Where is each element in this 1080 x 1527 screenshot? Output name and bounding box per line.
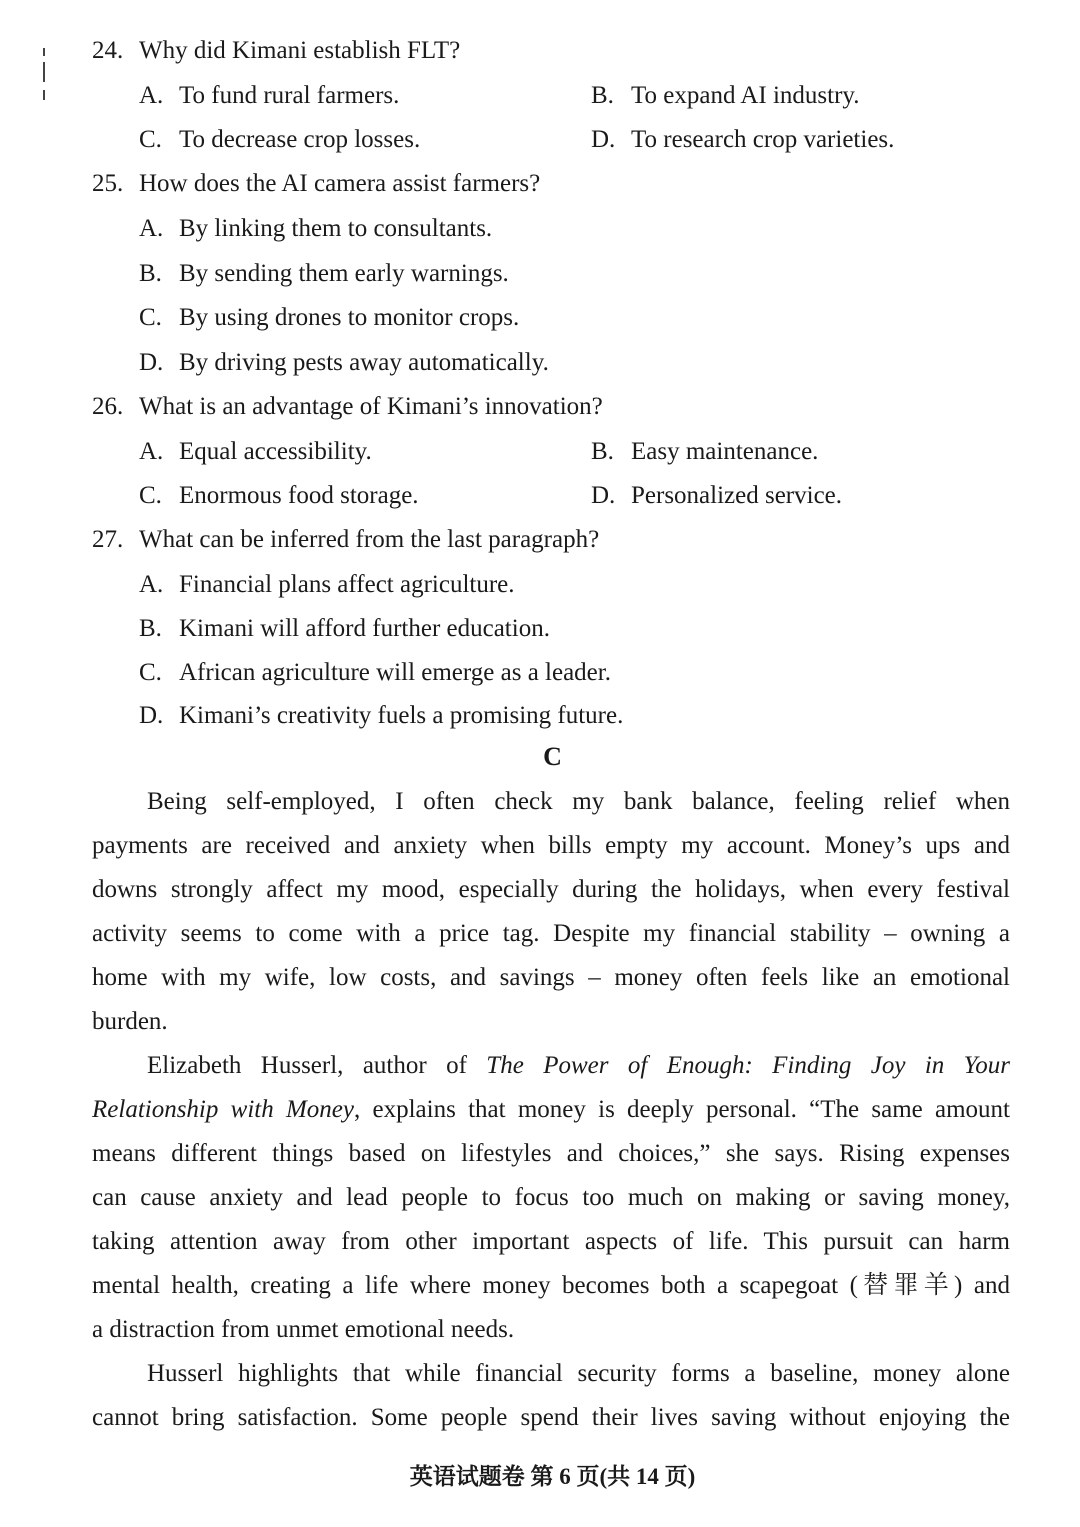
passage-line: activity seems to come with a price tag. Despite my financial stability – owning a [92, 920, 1010, 947]
question-26 [92, 392, 603, 422]
binding-cut-marks [42, 48, 46, 108]
option-24a[interactable] [139, 81, 399, 111]
passage-line [92, 1094, 1010, 1138]
question-text: How does the AI camera assist farmers? [139, 170, 541, 197]
question-text: Why did Kimani establish FLT? [139, 37, 461, 64]
question-number: 24. [92, 37, 124, 64]
passage [92, 786, 1010, 1446]
option-letter: C. [139, 126, 162, 153]
option-letter: D. [591, 126, 616, 153]
option-letter: A. [139, 438, 164, 465]
option-letter: B. [591, 438, 614, 465]
passage-line: taking attention away from other important aspects of life. This pursuit can harm [92, 1228, 1010, 1255]
question-25 [92, 169, 540, 199]
passage-line: home with my wife, low costs, and savings – money often feels like an emotional [92, 964, 1010, 991]
option-26b[interactable] [591, 437, 818, 467]
option-letter: D. [139, 702, 164, 729]
option-text: By linking them to consultants. [179, 215, 493, 242]
option-text: To expand AI industry. [631, 82, 860, 109]
option-letter: C. [139, 304, 162, 331]
option-26a[interactable] [139, 437, 372, 467]
option-text: African agriculture will emerge as a leader. [179, 659, 611, 686]
option-letter: A. [139, 82, 164, 109]
option-letter: D. [139, 349, 164, 376]
option-text: To fund rural farmers. [179, 82, 400, 109]
passage-line: means different things based on lifestyles and choices,” she says. Rising expenses [92, 1140, 1010, 1167]
option-24d[interactable] [591, 125, 894, 155]
option-24c[interactable] [139, 125, 420, 155]
passage-line: cannot bring satisfaction. Some people spend their lives saving without enjoying the [92, 1404, 1010, 1431]
book-title-part1: The Power of Enough: Finding Joy in Your [486, 1052, 1011, 1079]
option-25b[interactable] [139, 259, 509, 289]
passage-line: downs strongly affect my mood, especially during the holidays, when every festival [92, 876, 1010, 903]
option-27c[interactable] [139, 658, 611, 688]
option-letter: A. [139, 571, 164, 598]
book-title-part2: Relationship with Money [92, 1096, 354, 1123]
option-text: Easy maintenance. [631, 438, 819, 465]
option-letter: B. [139, 615, 162, 642]
question-text: What can be inferred from the last paragraph? [139, 526, 600, 553]
option-27b[interactable] [139, 614, 550, 644]
question-27 [92, 525, 599, 555]
option-25d[interactable] [139, 348, 549, 378]
passage-text: , explains that money is deeply personal. “The same amount [353, 1096, 1010, 1123]
question-number: 26. [92, 393, 124, 420]
option-text: Kimani will afford further education. [179, 615, 550, 642]
option-text: Kimani’s creativity fuels a promising future. [179, 702, 624, 729]
option-26d[interactable] [591, 481, 842, 511]
question-text: What is an advantage of Kimani’s innovation? [139, 393, 603, 420]
option-25a[interactable] [139, 214, 492, 244]
author-intro: Elizabeth Husserl, author of [147, 1052, 487, 1079]
question-number: 27. [92, 526, 124, 553]
question-number: 25. [92, 170, 124, 197]
option-25c[interactable] [139, 303, 519, 333]
passage-line: can cause anxiety and lead people to focus too much on making or saving money, [92, 1184, 1010, 1211]
section-heading: C [543, 742, 562, 771]
option-letter: A. [139, 215, 164, 242]
option-27a[interactable] [139, 570, 515, 600]
option-letter: C. [139, 482, 162, 509]
passage-line: burden. [92, 1008, 168, 1035]
option-text: By using drones to monitor crops. [179, 304, 520, 331]
option-text: By driving pests away automatically. [179, 349, 549, 376]
option-text: To decrease crop losses. [179, 126, 421, 153]
option-text: Enormous food storage. [179, 482, 419, 509]
option-letter: B. [591, 82, 614, 109]
page-footer: 英语试题卷 第 6 页(共 14 页) [409, 1464, 696, 1489]
passage-line: Husserl highlights that while financial security forms a baseline, money alone [147, 1360, 1010, 1387]
question-24 [92, 36, 460, 66]
option-letter: C. [139, 659, 162, 686]
option-letter: B. [139, 260, 162, 287]
passage-line [92, 1050, 1010, 1094]
option-27d[interactable] [139, 701, 623, 731]
option-text: By sending them early warnings. [179, 260, 509, 287]
passage-line: a distraction from unmet emotional needs. [92, 1316, 515, 1343]
passage-line: Being self-employed, I often check my bank balance, feeling relief when [147, 788, 1010, 815]
option-24b[interactable] [591, 81, 860, 111]
option-text: Equal accessibility. [179, 438, 372, 465]
passage-line: payments are received and anxiety when bills empty my account. Money’s ups and [92, 832, 1010, 859]
passage-line: mental health, creating a life where money becomes both a scapegoat (替罪羊) and [92, 1272, 1010, 1299]
option-26c[interactable] [139, 481, 419, 511]
option-text: Personalized service. [631, 482, 843, 509]
option-text: Financial plans affect agriculture. [179, 571, 515, 598]
option-letter: D. [591, 482, 616, 509]
option-text: To research crop varieties. [631, 126, 895, 153]
